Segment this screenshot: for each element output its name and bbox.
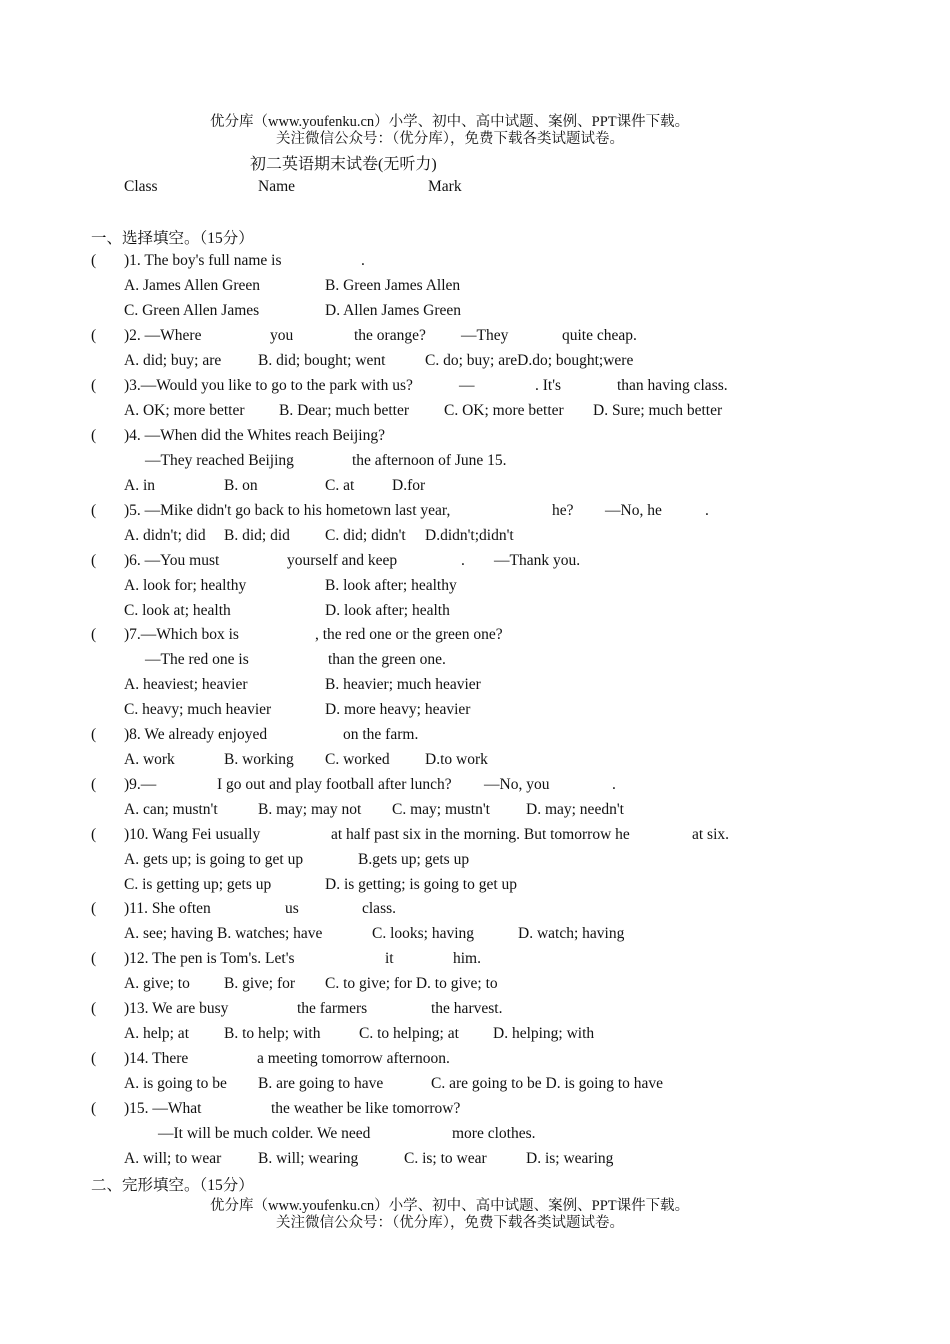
option: C. heavy; much heavier [124,701,272,718]
option: A. help; at [124,1025,189,1042]
option: C. looks; having [372,925,475,942]
header-line-2: 关注微信公众号：（优分库），免费下载各类试题试卷。 [276,131,624,147]
answer-paren: ( [91,726,97,743]
question-text: )13. We are busy [124,1000,229,1017]
name-label: Name [258,178,296,195]
section-1-heading: 一、选择填空。（15分） [91,230,254,247]
question-text: the harvest. [431,1000,503,1017]
option: D. helping; with [493,1025,595,1042]
option: A. can; mustn't [124,801,218,818]
question-text: . [612,776,616,793]
question-text: —It will be much colder. We need [158,1125,371,1142]
question-text: )9.— [124,776,157,793]
question-text: at half past six in the morning. But tomorrow he [331,826,630,843]
option: B. on [224,477,258,494]
question-text: )2. —Where [124,327,202,344]
option: B. will; wearing [258,1150,359,1167]
option: A. see; having B. watches; have [124,925,323,942]
option: C. OK; more better [444,402,564,419]
option: D. may; needn't [526,801,624,818]
answer-paren: ( [91,776,97,793]
question-text: he? [552,502,574,519]
option: C. to helping; at [359,1025,459,1042]
question-text: . [361,252,365,269]
question-text: —They [461,327,509,344]
header-line-1: 优分库（www.youfenku.cn）小学、初中、高中试题、案例、PPT课件下载。 [210,114,690,130]
option: C. is getting up; gets up [124,876,272,893]
option: A. in [124,477,155,494]
question-text: —Thank you. [494,552,581,569]
option: D. Sure; much better [593,402,723,419]
option: D.to work [425,751,488,768]
option: B. did; did [224,527,290,544]
option: A. work [124,751,175,768]
answer-paren: ( [91,826,97,843]
option: B. did; bought; went [258,352,386,369]
option: B. working [224,751,294,768]
option: B. may; may not [258,801,362,818]
option: A. did; buy; are [124,352,222,369]
option: C. did; didn't [325,527,406,544]
question-text: yourself and keep [287,552,398,569]
question-text: . [705,502,709,519]
question-text: )6. —You must [124,552,220,569]
option: D.didn't;didn't [425,527,514,544]
answer-paren: ( [91,252,97,269]
question-text: )11. She often [124,900,211,917]
question-text: the orange? [354,327,426,344]
option: A. OK; more better [124,402,245,419]
option: C. do; buy; areD.do; bought;were [425,352,634,369]
answer-paren: ( [91,626,97,643]
question-text: )3.—Would you like to go to the park with us? [124,377,413,394]
question-text: . It's [535,377,562,394]
question-text: a meeting tomorrow afternoon. [257,1050,450,1067]
option: D. look after; health [325,602,450,619]
option: C. to give; for D. to give; to [325,975,498,992]
answer-paren: ( [91,377,97,394]
question-text: )4. —When did the Whites reach Beijing? [124,427,385,444]
option: D. watch; having [518,925,625,942]
answer-paren: ( [91,1000,97,1017]
option: D. more heavy; heavier [325,701,471,718]
question-text: )15. —What [124,1100,202,1117]
option: D. is getting; is going to get up [325,876,518,893]
answer-paren: ( [91,327,97,344]
answer-paren: ( [91,427,97,444]
exam-title: 初二英语期末试卷(无听力) [250,156,437,173]
question-text: —The red one is [145,651,249,668]
question-text: him. [453,950,481,967]
question-text: —They reached Beijing [145,452,294,469]
option: A. is going to be [124,1075,227,1092]
question-text: )1. The boy's full name is [124,252,282,269]
footer-line-1: 优分库（www.youfenku.cn）小学、初中、高中试题、案例、PPT课件下载。 [210,1198,690,1214]
option: A. look for; healthy [124,577,247,594]
option: A. gets up; is going to get up [124,851,304,868]
question-text: , the red one or the green one? [315,626,503,643]
question-text: )14. There [124,1050,189,1067]
question-text: I go out and play football after lunch? [217,776,452,793]
option: C. may; mustn't [392,801,490,818]
option: A. heaviest; heavier [124,676,248,693]
question-text: than having class. [617,377,728,394]
option: C. Green Allen James [124,302,260,319]
option: C. is; to wear [404,1150,487,1167]
option: D.for [392,477,426,494]
option: A. will; to wear [124,1150,222,1167]
option: B. heavier; much heavier [325,676,481,693]
question-text: the weather be like tomorrow? [271,1100,461,1117]
option: B. Dear; much better [279,402,409,419]
question-text: you [270,327,294,344]
option: B. are going to have [258,1075,384,1092]
question-text: quite cheap. [562,327,637,344]
question-text: us [285,900,299,917]
question-text: more clothes. [452,1125,536,1142]
question-text: — [459,377,475,394]
answer-paren: ( [91,1050,97,1067]
option: B. Green James Allen [325,277,461,294]
question-text: on the farm. [343,726,419,743]
question-text: )7.—Which box is [124,626,239,643]
option: A. didn't; did [124,527,206,544]
question-text: it [385,950,394,967]
footer-line-2: 关注微信公众号：（优分库），免费下载各类试题试卷。 [276,1215,624,1231]
question-text: —No, he [605,502,662,519]
answer-paren: ( [91,502,97,519]
question-text: —No, you [484,776,550,793]
question-text: the farmers [297,1000,368,1017]
option: C. are going to be D. is going to have [431,1075,664,1092]
question-text: )10. Wang Fei usually [124,826,261,843]
answer-paren: ( [91,950,97,967]
question-text: class. [362,900,397,917]
option: B. to help; with [224,1025,321,1042]
question-text: . [461,552,465,569]
question-text: )5. —Mike didn't go back to his hometown last year, [124,502,451,519]
option: A. give; to [124,975,190,992]
option: C. look at; health [124,602,231,619]
option: A. James Allen Green [124,277,261,294]
question-text: the afternoon of June 15. [352,452,507,469]
option: B.gets up; gets up [358,851,470,868]
question-text: than the green one. [328,651,446,668]
question-text: )8. We already enjoyed [124,726,268,743]
answer-paren: ( [91,900,97,917]
option: C. at [325,477,355,494]
answer-paren: ( [91,1100,97,1117]
question-text: )12. The pen is Tom's. Let's [124,950,295,967]
option: B. give; for [224,975,296,992]
option: D. is; wearing [526,1150,614,1167]
question-text: at six. [692,826,730,843]
mark-label: Mark [428,178,462,195]
section-2-heading: 二、完形填空。（15分） [91,1177,254,1194]
answer-paren: ( [91,552,97,569]
option: C. worked [325,751,390,768]
option: D. Allen James Green [325,302,462,319]
option: B. look after; healthy [325,577,457,594]
class-label: Class [124,178,158,195]
